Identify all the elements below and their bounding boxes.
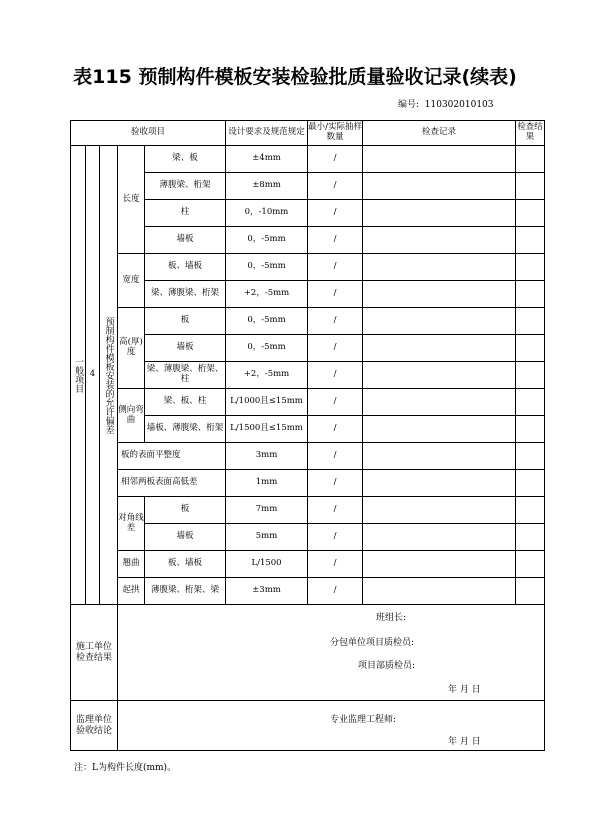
result-cell[interactable] (516, 308, 545, 335)
category-diagonal: 对角线差 (118, 497, 145, 551)
category-flatness: 板的表面平整度 (118, 443, 226, 470)
item-sample: / (308, 173, 363, 200)
item-name: 板 (145, 497, 226, 524)
item-name: 墙板 (145, 335, 226, 362)
result-cell[interactable] (516, 416, 545, 443)
item-spec: +2，-5mm (226, 281, 308, 308)
item-sample: / (308, 146, 363, 173)
record-cell[interactable] (363, 524, 516, 551)
leader-label: 班组长: (376, 613, 407, 623)
inspection-table (70, 120, 545, 751)
item-sample: / (308, 470, 363, 497)
document-code (398, 97, 494, 110)
category-lateral: 侧向弯曲 (118, 389, 145, 443)
header-result: 检查结果 (516, 121, 545, 146)
result-cell[interactable] (516, 470, 545, 497)
record-cell[interactable] (363, 578, 516, 605)
record-cell[interactable] (363, 173, 516, 200)
item-sample: / (308, 281, 363, 308)
code-value: 110302010103 (424, 100, 494, 110)
construction-date: 年 月 日 (448, 685, 481, 695)
record-cell[interactable] (363, 281, 516, 308)
item-sample: / (308, 416, 363, 443)
item-spec: L/1000且≤15mm (226, 389, 308, 416)
result-cell[interactable] (516, 524, 545, 551)
item-spec: 0，-5mm (226, 308, 308, 335)
result-cell[interactable] (516, 578, 545, 605)
table-row (71, 578, 545, 605)
page-title: 表115 预制构件模板安装检验批质量验收记录(续表) (73, 66, 517, 88)
item-name: 梁、板 (145, 146, 226, 173)
item-sample: / (308, 362, 363, 389)
item-name: 墙板 (145, 227, 226, 254)
item-name: 梁、薄腹梁、桁架 (145, 281, 226, 308)
record-cell[interactable] (363, 389, 516, 416)
dept-inspector-label: 项目部质检员: (358, 661, 416, 671)
sub-inspector-label: 分包单位项目质检员: (330, 638, 415, 648)
header-item: 验收项目 (71, 121, 226, 146)
item-spec: 3mm (226, 443, 308, 470)
item-sample: / (308, 308, 363, 335)
result-cell[interactable] (516, 227, 545, 254)
item-name: 薄腹梁、桁架 (145, 173, 226, 200)
item-name: 板、墙板 (145, 254, 226, 281)
engineer-label: 专业监理工程师: (330, 715, 397, 725)
table-row (71, 470, 545, 497)
item-spec: 7mm (226, 497, 308, 524)
category-height: 高(厚)度 (118, 308, 145, 389)
item-name: 板 (145, 308, 226, 335)
item-name: 薄腹梁、桁架、梁 (145, 578, 226, 605)
item-name: 墙板 (145, 524, 226, 551)
record-cell[interactable] (363, 470, 516, 497)
item-name: 墙板、薄腹梁、桁架 (145, 416, 226, 443)
category-adjacent: 相邻两板表面高低差 (118, 470, 226, 497)
code-label: 编号: (398, 100, 420, 110)
header-row (71, 121, 545, 146)
table-row (71, 146, 545, 173)
item-no-cell: 4 (86, 146, 100, 605)
table-row (71, 443, 545, 470)
category-length: 长度 (118, 146, 145, 254)
deviation-group-cell: 预制构件模板安装的允许偏差 (100, 146, 118, 605)
record-cell[interactable] (363, 308, 516, 335)
result-cell[interactable] (516, 254, 545, 281)
record-cell[interactable] (363, 551, 516, 578)
table-row (71, 551, 545, 578)
table-row (71, 389, 545, 416)
result-cell[interactable] (516, 443, 545, 470)
category-width: 宽度 (118, 254, 145, 308)
item-spec: L/1500且≤15mm (226, 416, 308, 443)
item-sample: / (308, 227, 363, 254)
table-row (71, 308, 545, 335)
item-spec: 0，-5mm (226, 227, 308, 254)
header-design: 设计要求及规范规定 (226, 121, 308, 146)
item-name: 梁、薄腹梁、桁架、柱 (145, 362, 226, 389)
record-cell[interactable] (363, 200, 516, 227)
result-cell[interactable] (516, 497, 545, 524)
item-sample: / (308, 254, 363, 281)
general-item-cell: 一般项目 (71, 146, 86, 605)
record-cell[interactable] (363, 335, 516, 362)
result-cell[interactable] (516, 173, 545, 200)
item-spec: 0，-10mm (226, 200, 308, 227)
item-sample: / (308, 200, 363, 227)
item-sample: / (308, 335, 363, 362)
item-spec: +2，-5mm (226, 362, 308, 389)
item-name: 柱 (145, 200, 226, 227)
category-arch: 起拱 (118, 578, 145, 605)
construction-sign-cell[interactable] (118, 605, 545, 701)
result-cell[interactable] (516, 362, 545, 389)
item-sample: / (308, 497, 363, 524)
category-warp: 翘曲 (118, 551, 145, 578)
item-spec: ±8mm (226, 173, 308, 200)
table-row (71, 497, 545, 524)
supervision-label: 监理单位验收结论 (71, 701, 118, 751)
item-spec: 0，-5mm (226, 335, 308, 362)
header-sample: 最小/实际抽样数量 (308, 121, 363, 146)
supervision-date: 年 月 日 (448, 737, 481, 747)
construction-label: 施工单位检查结果 (71, 605, 118, 701)
item-spec: ±4mm (226, 146, 308, 173)
item-sample: / (308, 443, 363, 470)
record-cell[interactable] (363, 443, 516, 470)
result-cell[interactable] (516, 281, 545, 308)
supervision-row (71, 701, 545, 751)
item-spec: ±3mm (226, 578, 308, 605)
item-sample: / (308, 524, 363, 551)
footnote: 注：L为构件长度(mm)。 (74, 763, 177, 773)
record-cell[interactable] (363, 497, 516, 524)
item-spec: 1mm (226, 470, 308, 497)
item-sample: / (308, 389, 363, 416)
record-cell[interactable] (363, 362, 516, 389)
result-cell[interactable] (516, 200, 545, 227)
item-spec: L/1500 (226, 551, 308, 578)
record-cell[interactable] (363, 254, 516, 281)
result-cell[interactable] (516, 551, 545, 578)
item-spec: 5mm (226, 524, 308, 551)
record-cell[interactable] (363, 146, 516, 173)
item-spec: 0，-5mm (226, 254, 308, 281)
result-cell[interactable] (516, 389, 545, 416)
item-sample: / (308, 578, 363, 605)
item-sample: / (308, 551, 363, 578)
header-record: 检查记录 (363, 121, 516, 146)
result-cell[interactable] (516, 335, 545, 362)
record-cell[interactable] (363, 227, 516, 254)
result-cell[interactable] (516, 146, 545, 173)
construction-row (71, 605, 545, 701)
record-cell[interactable] (363, 416, 516, 443)
item-name: 板、墙板 (145, 551, 226, 578)
supervision-sign-cell[interactable] (118, 701, 545, 751)
table-row (71, 254, 545, 281)
item-name: 梁、板、柱 (145, 389, 226, 416)
